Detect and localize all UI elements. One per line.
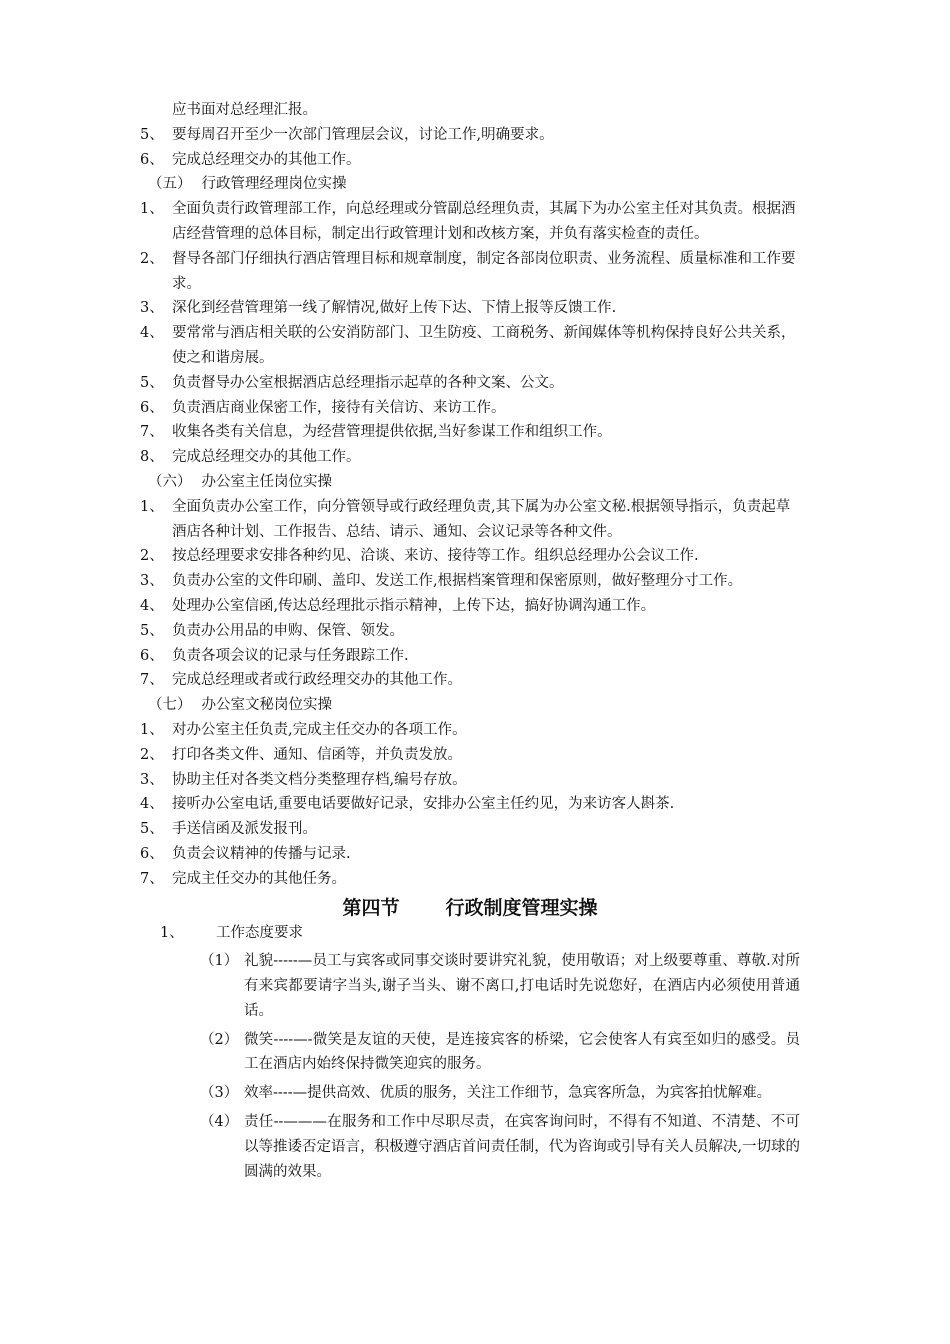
item-text: 负责各项会议的记录与任务跟踪工作. — [172, 647, 409, 664]
list-item — [140, 445, 800, 470]
item-number: （1） — [200, 953, 239, 970]
item-number: 4、 — [140, 325, 164, 342]
subsection-title: 工作态度要求 — [216, 924, 303, 941]
item-text: 负责办公室的文件印刷、盖印、发送工作,根据档案管理和保密原则，做好整理分寸工作。 — [172, 573, 743, 590]
section-heading — [140, 470, 800, 495]
item-number: 1、 — [140, 721, 164, 738]
item-number: 2、 — [140, 250, 164, 267]
item-number: 5、 — [140, 126, 164, 143]
subsection-heading — [140, 921, 800, 946]
item-text: 负责办公用品的申购、保管、领发。 — [172, 622, 404, 639]
list-item — [140, 619, 800, 644]
item-number: （4） — [200, 1114, 239, 1131]
list-item — [140, 842, 800, 867]
list-item — [140, 544, 800, 569]
item-text: 全面负责行政管理部工作，向总经理或分管副总经理负责，其属下为办公室主任对其负责。根据酒店经营管理的总体目标，制定出行政管理计划和改核方案，并负有落实检查的责任。 — [172, 201, 796, 242]
item-text: 按总经理要求安排各种约见、洽谈、来访、接待等工作。组织总经理办公会议工作. — [172, 548, 699, 565]
item-text: 协助主任对各类文档分类整理存档,编号存放。 — [172, 771, 467, 788]
item-number: 6、 — [140, 647, 164, 664]
item-text: 督导各部门仔细执行酒店管理目标和规章制度，制定各部岗位职责、业务流程、质量标准和工作要求。 — [172, 250, 796, 292]
item-number: 2、 — [140, 548, 164, 565]
section-heading — [140, 693, 800, 718]
item-text: 全面负责办公室工作，向分管领导或行政经理负责,其下属为办公室文秘.根据领导指示，负责起草酒店各种计划、工作报告、总结、请示、通知、会议记录等各种文件。 — [172, 498, 791, 540]
item-number: 6、 — [140, 845, 164, 862]
list-item — [140, 569, 800, 594]
item-number: 5、 — [140, 622, 164, 639]
list-item — [140, 594, 800, 619]
list-item — [140, 867, 800, 892]
item-text: 要常常与酒店相关联的公安消防部门、卫生防疫、工商税务、新闻媒体等机构保持良好公共关系，使之和谐房展。 — [172, 325, 796, 366]
item-text: 礼貌-----—员工与宾客或同事交谈时要讲究礼貌，使用敬语；对上级要尊重、尊敬.对所有来宾都要请字当头,谢子当头、谢不离口,打电话时先说您好，在酒店内必须使用普通话。 — [244, 953, 800, 1019]
item-number: 8、 — [140, 449, 164, 466]
list-item — [140, 949, 800, 1023]
item-text: 完成总经理交办的其他工作。 — [172, 449, 361, 466]
item-number: （3） — [200, 1085, 239, 1102]
item-text: 负责督导办公室根据酒店总经理指示起草的各种文案、公文。 — [172, 374, 564, 391]
section-number: （六） — [148, 473, 192, 490]
list-item — [140, 247, 800, 297]
item-number: 5、 — [140, 374, 164, 391]
item-number: 4、 — [140, 597, 164, 614]
list-item — [140, 197, 800, 247]
item-text: 完成总经理交办的其他工作。 — [172, 151, 361, 168]
list-item — [140, 296, 800, 321]
list-item — [140, 495, 800, 545]
section-heading — [140, 172, 800, 197]
item-number: 6、 — [140, 399, 164, 416]
item-number: 7、 — [140, 424, 164, 441]
chapter-title: 行政制度管理实操 — [445, 896, 598, 919]
item-text: 效率----—提供高效、优质的服务，关注工作细节，急宾客所急，为宾客拍忧解难。 — [244, 1085, 772, 1102]
list-item — [140, 768, 800, 793]
item-number: 3、 — [140, 300, 164, 317]
list-item — [140, 817, 800, 842]
list-item — [140, 123, 800, 148]
item-text: 对办公室主任负责,完成主任交办的各项工作。 — [172, 721, 467, 738]
item-text: 负责会议精神的传播与记录. — [172, 845, 351, 862]
item-text: 负责酒店商业保密工作，接待有关信访、来访工作。 — [172, 399, 506, 416]
item-number: 6、 — [140, 151, 164, 168]
continuation-line: 应书面对总经理汇报。 — [172, 102, 317, 118]
list-item — [140, 644, 800, 669]
item-text: 收集各类有关信息，为经营管理提供依据,当好参谋工作和组织工作。 — [172, 424, 612, 441]
list-item — [140, 371, 800, 396]
section-number: （五） — [148, 176, 192, 193]
list-item — [140, 1081, 800, 1106]
list-item — [140, 718, 800, 743]
section-title: 行政管理经理岗位实操 — [201, 176, 347, 193]
item-number: 3、 — [140, 771, 164, 788]
chapter-number: 第四节 — [342, 896, 400, 919]
subsection-number: 1、 — [160, 924, 184, 941]
list-item — [140, 321, 800, 371]
item-text: 深化到经营管理第一线了解情况,做好上传下达、下情上报等反馈工作. — [172, 300, 617, 317]
item-number: 1、 — [140, 201, 164, 218]
item-number: 3、 — [140, 573, 164, 590]
chapter-heading — [140, 893, 800, 923]
item-text: 接听办公室电话,重要电话要做好记录，安排办公室主任约见，为来访客人斟茶. — [172, 796, 675, 813]
item-number: 4、 — [140, 796, 164, 813]
item-text: 打印各类文件、通知、信函等，并负责发放。 — [172, 746, 462, 763]
item-number: 2、 — [140, 746, 164, 763]
list-item — [140, 1110, 800, 1184]
list-item — [140, 668, 800, 693]
item-text: 微笑----—-微笑是友谊的天使，是连接宾客的桥梁，它会使客人有宾至如归的感受。员工在酒店内始终保持微笑迎宾的服务。 — [244, 1031, 800, 1073]
item-number: 1、 — [140, 498, 164, 515]
item-number: 7、 — [140, 870, 164, 887]
item-text: 手送信函及派发报刊。 — [172, 821, 317, 838]
document-body — [140, 98, 800, 1184]
item-number: （2） — [200, 1031, 239, 1048]
list-item — [140, 1028, 800, 1078]
list-item — [140, 396, 800, 421]
item-text: 完成主任交办的其他任务。 — [172, 870, 346, 887]
list-item — [140, 792, 800, 817]
item-text: 完成总经理或者或行政经理交办的其他工作。 — [172, 672, 462, 689]
item-text: 处理办公室信函,传达总经理批示指示精神，上传下达，搞好协调沟通工作。 — [172, 597, 656, 614]
section-title: 办公室主任岗位实操 — [201, 473, 332, 490]
list-item — [140, 148, 800, 173]
list-item — [140, 743, 800, 768]
item-number: 7、 — [140, 672, 164, 689]
item-number: 5、 — [140, 821, 164, 838]
item-text: 责任--———在服务和工作中尽职尽责，在宾客询问时，不得有不知道、不清楚、不可以等推诿否定语言，积极遵守酒店首问责任制，代为咨询或引导有关人员解决,一切球的圆满的效果。 — [244, 1114, 800, 1180]
section-number: （七） — [148, 697, 192, 714]
section-title: 办公室文秘岗位实操 — [201, 697, 332, 714]
list-item — [140, 420, 800, 445]
item-text: 要每周召开至少一次部门管理层会议，讨论工作,明确要求。 — [172, 126, 554, 143]
